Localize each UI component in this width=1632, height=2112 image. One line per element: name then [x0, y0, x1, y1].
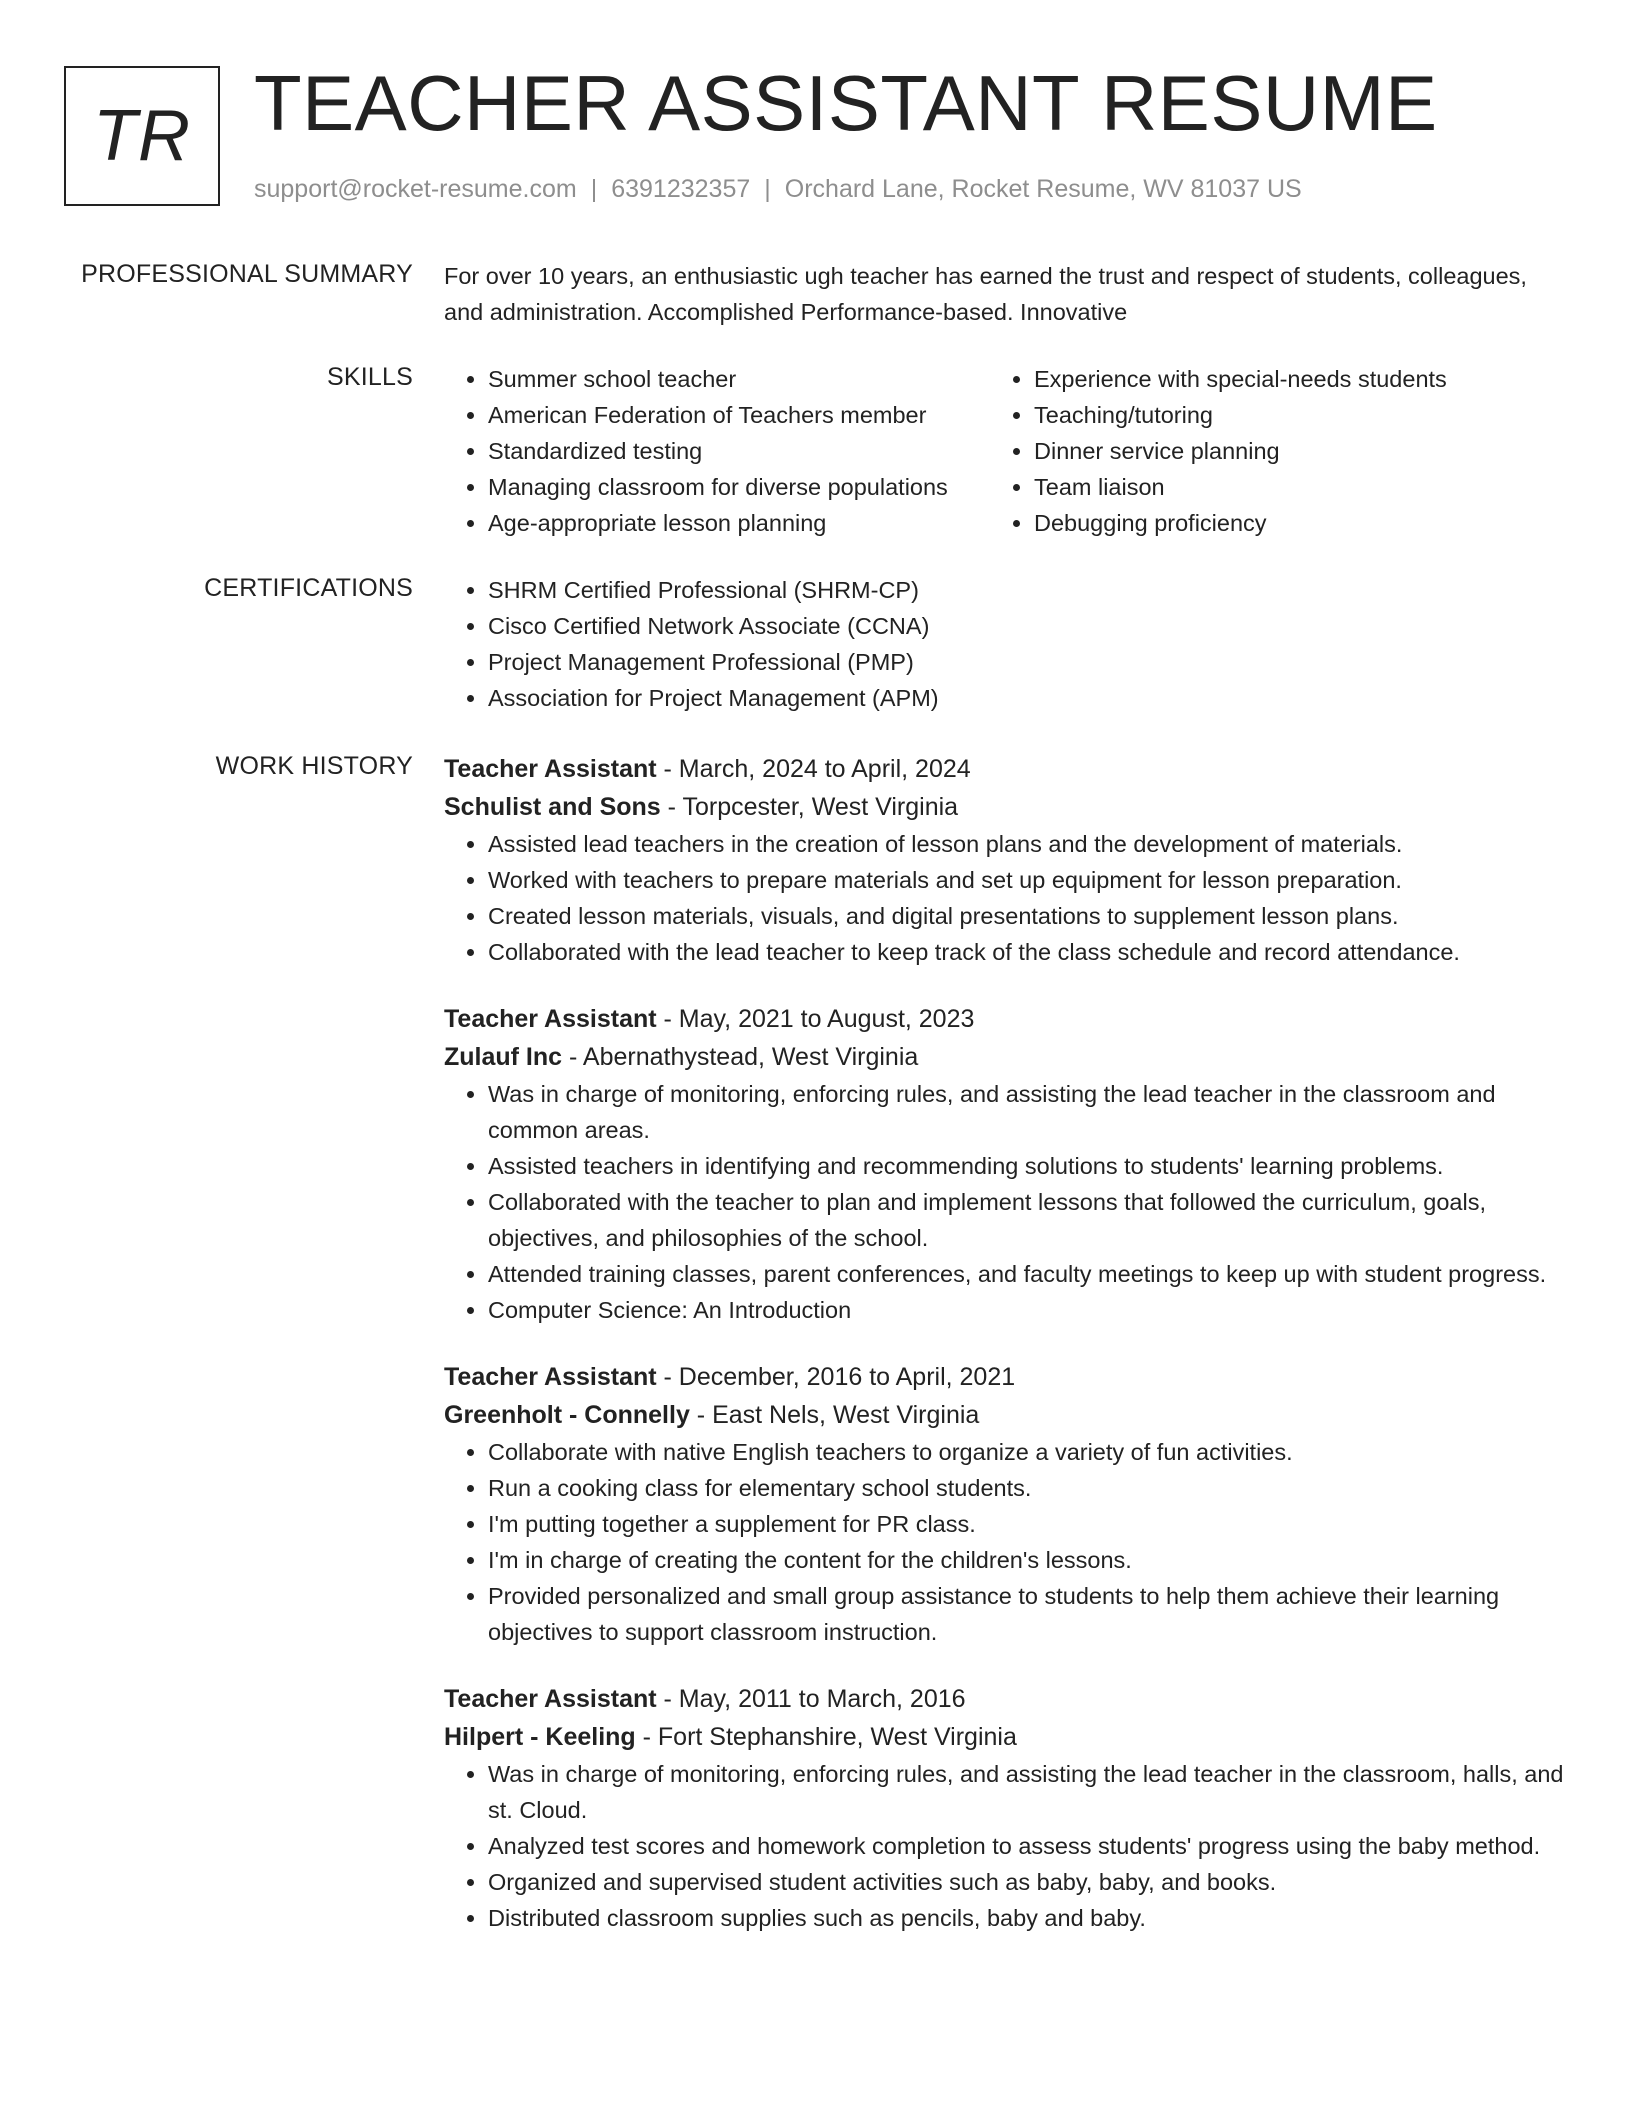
job-bullet: • Attended training classes, parent conferences, and faculty meetings to keep up with student progress. [488, 1256, 1564, 1292]
job-title: Teacher Assistant [444, 1363, 657, 1391]
job-bullet: • Was in charge of monitoring, enforcing rules, and assisting the lead teacher in the classroom, halls, and st. Cloud. [488, 1756, 1564, 1828]
certification-item: • Project Management Professional (PMP) [488, 644, 1564, 680]
job-bullet-list [444, 1434, 1564, 1650]
job-company-line [444, 788, 1564, 826]
skills-list-col-2 [990, 361, 1594, 541]
certifications-body [444, 572, 1564, 716]
job-bullet: • Worked with teachers to prepare materials and set up equipment for lesson preparation. [488, 862, 1564, 898]
section-label-skills: SKILLS [327, 363, 413, 391]
contact-address: Orchard Lane, Rocket Resume, WV 81037 US [784, 175, 1302, 203]
job-title-line [444, 1000, 1564, 1038]
job-bullet: • I'm putting together a supplement for PR class. [488, 1506, 1564, 1542]
certification-item: • Cisco Certified Network Associate (CCNA) [488, 608, 1564, 644]
job-dates: - December, 2016 to April, 2021 [656, 1363, 1016, 1391]
skill-item: • American Federation of Teachers member [488, 397, 990, 433]
contact-phone: 6391232357 [611, 175, 751, 203]
job-bullet: • Analyzed test scores and homework completion to assess students' progress using the baby method. [488, 1828, 1564, 1864]
summary-body [444, 258, 1564, 330]
skills-list-col-1 [444, 361, 990, 541]
job-bullet: • Organized and supervised student activities such as baby, baby, and books. [488, 1864, 1564, 1900]
section-label-certifications: CERTIFICATIONS [204, 574, 413, 602]
job-bullet-list [444, 826, 1564, 970]
skill-item: • Standardized testing [488, 433, 990, 469]
contact-separator: | [764, 175, 771, 203]
contact-line [254, 173, 1302, 205]
contact-separator: | [590, 175, 598, 203]
job-bullet: • Collaborated with the lead teacher to keep track of the class schedule and record attendance. [488, 934, 1564, 970]
job-title: Teacher Assistant [444, 755, 657, 783]
job-company: Hilpert - Keeling [444, 1723, 636, 1751]
certifications-list [444, 572, 1564, 716]
section-label-work-history: WORK HISTORY [215, 752, 413, 780]
job-location: - East Nels, West Virginia [689, 1401, 980, 1429]
job-bullet-list [444, 1756, 1564, 1936]
job-title-line [444, 750, 1564, 788]
skill-item: • Teaching/tutoring [1034, 397, 1594, 433]
job-entry [444, 750, 1564, 970]
skill-item: • Summer school teacher [488, 361, 990, 397]
resume-title: TEACHER ASSISTANT RESUME [254, 59, 1438, 147]
job-bullet: • Was in charge of monitoring, enforcing rules, and assisting the lead teacher in the classroom and common areas. [488, 1076, 1564, 1148]
job-company-line [444, 1718, 1564, 1756]
job-bullet: • I'm in charge of creating the content for the children's lessons. [488, 1542, 1564, 1578]
section-label-summary: PROFESSIONAL SUMMARY [81, 260, 413, 288]
certification-item: • SHRM Certified Professional (SHRM-CP) [488, 572, 1564, 608]
skill-item: • Managing classroom for diverse populations [488, 469, 990, 505]
job-entry [444, 1000, 1564, 1328]
skill-item: • Dinner service planning [1034, 433, 1594, 469]
job-bullet: • Computer Science: An Introduction [488, 1292, 1564, 1328]
job-bullet-list [444, 1076, 1564, 1328]
skills-body [444, 361, 1564, 541]
job-bullet: • Assisted teachers in identifying and recommending solutions to students' learning problems. [488, 1148, 1564, 1184]
monogram-text: TR [93, 96, 191, 176]
job-bullet: • Collaborated with the teacher to plan and implement lessons that followed the curriculum, goals, objectives, and philosophies of the school. [488, 1184, 1564, 1256]
job-company: Greenholt - Connelly [444, 1401, 690, 1429]
job-location: - Abernathystead, West Virginia [562, 1043, 919, 1071]
skill-item: • Age-appropriate lesson planning [488, 505, 990, 541]
job-company: Schulist and Sons [444, 793, 661, 821]
job-entry [444, 1358, 1564, 1650]
job-dates: - May, 2011 to March, 2016 [656, 1685, 966, 1713]
job-dates: - May, 2021 to August, 2023 [656, 1005, 975, 1033]
job-location: - Torpcester, West Virginia [660, 793, 959, 821]
job-bullet: • Run a cooking class for elementary school students. [488, 1470, 1564, 1506]
job-bullet: • Provided personalized and small group assistance to students to help them achieve their learning objectives to support classroom instruction. [488, 1578, 1564, 1650]
certification-item: • Association for Project Management (APM) [488, 680, 1564, 716]
job-title: Teacher Assistant [444, 1005, 657, 1033]
contact-email: support@rocket-resume.com [254, 175, 577, 203]
job-bullet: • Collaborate with native English teachers to organize a variety of fun activities. [488, 1434, 1564, 1470]
job-title-line [444, 1358, 1564, 1396]
job-dates: - March, 2024 to April, 2024 [656, 755, 971, 783]
skill-item: • Team liaison [1034, 469, 1594, 505]
monogram-badge [64, 66, 220, 206]
job-title-line [444, 1680, 1564, 1718]
summary-text: For over 10 years, an enthusiastic ugh teacher has earned the trust and respect of students, colleagues, and administration. Accomplished Performance-based. Innovative [444, 263, 1527, 325]
job-bullet: • Assisted lead teachers in the creation of lesson plans and the development of materials. [488, 826, 1564, 862]
work-history-body [444, 750, 1564, 1936]
job-title: Teacher Assistant [444, 1685, 657, 1713]
job-entry [444, 1680, 1564, 1936]
job-company-line [444, 1396, 1564, 1434]
job-bullet: • Created lesson materials, visuals, and digital presentations to supplement lesson plans. [488, 898, 1564, 934]
job-location: - Fort Stephanshire, West Virginia [635, 1723, 1017, 1751]
job-company-line [444, 1038, 1564, 1076]
skill-item: • Debugging proficiency [1034, 505, 1594, 541]
job-bullet: • Distributed classroom supplies such as pencils, baby and baby. [488, 1900, 1564, 1936]
job-company: Zulauf Inc [444, 1043, 563, 1071]
skill-item: • Experience with special-needs students [1034, 361, 1594, 397]
